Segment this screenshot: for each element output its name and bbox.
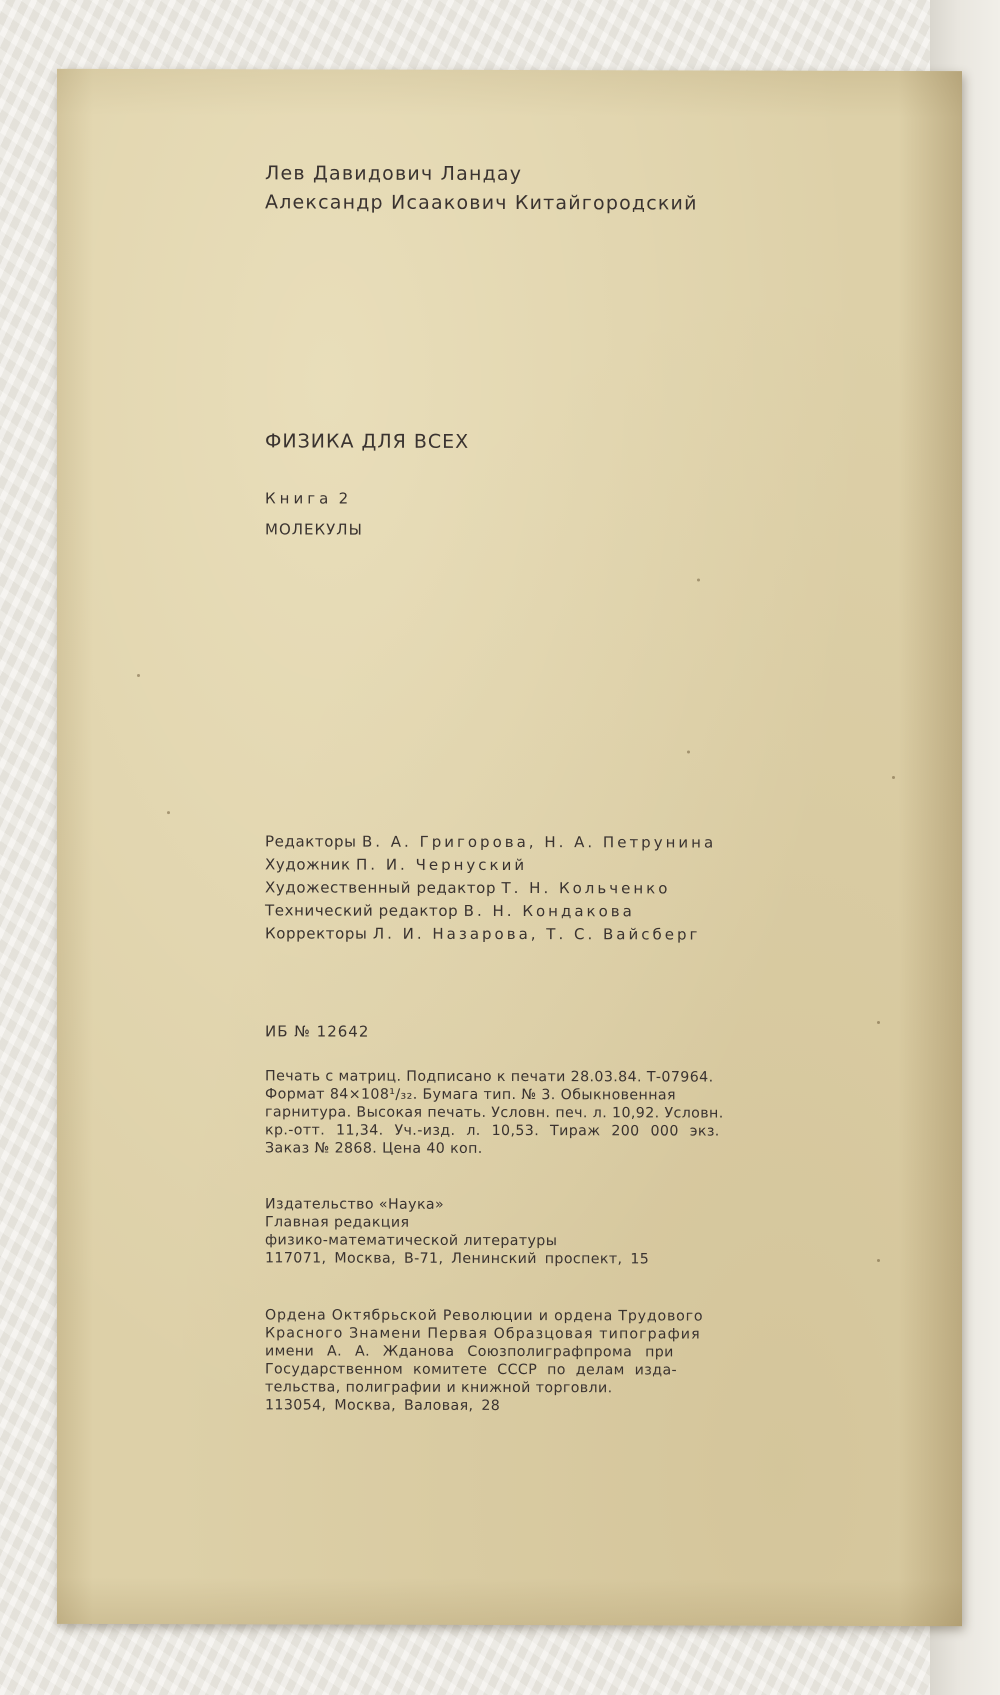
book-subtitle: МОЛЕКУЛЫ — [265, 520, 363, 539]
book-volume — [265, 489, 350, 507]
publisher-line: Издательство «Наука» — [265, 1196, 445, 1213]
paper-speck — [687, 750, 690, 753]
book-volume-number: 2 — [338, 489, 350, 508]
credit-role: Художественный редактор — [265, 878, 497, 897]
print-info-line: Печать с матриц. Подписано к печати 28.03.84. Т-07964. — [265, 1068, 714, 1086]
printer-info — [265, 1306, 775, 1415]
printer-line: Красного Знамени Первая Образцовая типография — [265, 1325, 701, 1343]
printer-line: тельства, полиграфии и книжной торговли. — [265, 1379, 613, 1397]
ib-number: ИБ № 12642 — [265, 1022, 370, 1041]
printer-line: Ордена Октябрьской Революции и ордена Трудового — [265, 1307, 704, 1325]
author-2: Александр Исаакович Китайгородский — [265, 191, 698, 215]
credit-names: П. И. Чернуский — [356, 855, 528, 875]
credit-editors — [265, 832, 716, 851]
printer-line: Государственном комитете СССР по делам изда- — [265, 1361, 678, 1379]
print-info-line: Формат 84×108¹/₃₂. Бумага тип. № 3. Обыкновенная — [265, 1086, 676, 1104]
printer-line: имени А. А. Жданова Союзполиграфпрома при — [265, 1343, 674, 1361]
paper-speck — [697, 578, 700, 581]
credit-names: В. Н. Кондакова — [463, 901, 635, 921]
credit-names: Л. И. Назарова, Т. С. Вайсберг — [372, 924, 701, 944]
publisher-line: физико-математической литературы — [265, 1232, 558, 1250]
print-info — [265, 1067, 765, 1158]
credit-role: Корректоры — [265, 924, 368, 943]
paper-speck — [892, 776, 895, 779]
paper-speck — [877, 1259, 880, 1262]
book-title: ФИЗИКА ДЛЯ ВСЕХ — [265, 430, 470, 453]
publisher-line: Главная редакция — [265, 1214, 410, 1231]
print-info-line: кр.-отт. 11,34. Уч.-изд. л. 10,53. Тираж 200 000 экз. — [265, 1122, 720, 1140]
credit-names: В. А. Григорова, Н. А. Петрунина — [361, 832, 717, 852]
print-info-line: Заказ № 2868. Цена 40 коп. — [265, 1140, 483, 1157]
book-page — [57, 69, 962, 1626]
publisher-line: 117071, Москва, В-71, Ленинский проспект, 15 — [265, 1250, 650, 1268]
publisher-info — [265, 1195, 765, 1268]
paper-speck — [137, 674, 140, 677]
paper-speck — [877, 1021, 880, 1024]
paper-speck — [167, 811, 170, 814]
credit-art-editor — [265, 878, 670, 897]
credit-role: Редакторы — [265, 832, 357, 851]
credit-role: Технический редактор — [265, 901, 459, 920]
credit-artist — [265, 855, 527, 874]
book-volume-label: Книга — [265, 489, 333, 508]
credit-role: Художник — [265, 855, 351, 874]
printer-line: 113054, Москва, Валовая, 28 — [265, 1397, 501, 1414]
print-info-line: гарнитура. Высокая печать. Условн. печ. л. 10,92. Условн. — [265, 1104, 724, 1122]
author-1: Лев Давидович Ландау — [265, 162, 523, 186]
credit-names: Т. Н. Кольченко — [501, 878, 671, 898]
credit-tech-editor — [265, 901, 635, 920]
credit-proofreaders — [265, 924, 700, 943]
